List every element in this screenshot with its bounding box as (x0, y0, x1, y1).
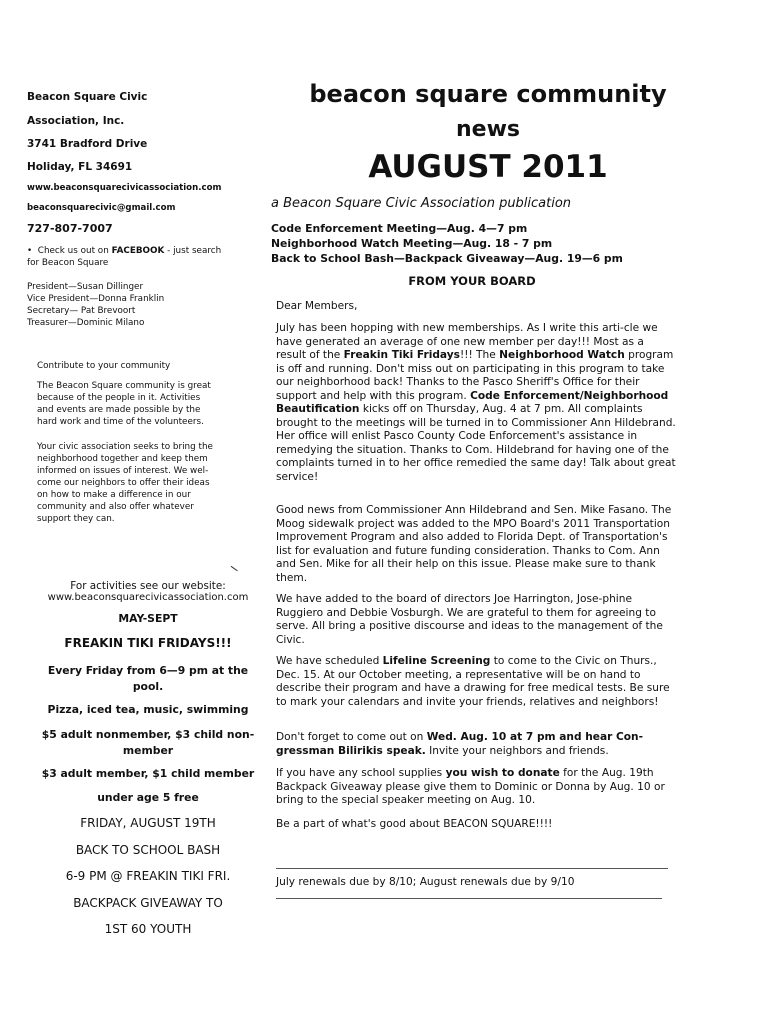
meeting-back-to-school: Back to School Bash—Backpack Giveaway—Aug. 19—6 pm (271, 252, 623, 265)
p1-text: July has been hopping with new memberships. As I write this arti-cle we have generated an average of one new member per day!!! Most as a result of the (276, 322, 658, 361)
org-city: Holiday, FL 34691 (27, 161, 133, 173)
p1-code-enforcement: Code Enforcement/Neighborhood Beautification (276, 389, 669, 415)
p6-text: If you have any school supplies (276, 767, 446, 779)
tiki-schedule-line-2: pool. (132, 680, 164, 693)
contribute-p2-line: community and also offer whatever (37, 502, 194, 512)
board-paragraph-3: We have added to the board of directors Joe Harrington, Jose-phine Ruggiero and Debbie Vosburgh. We are grateful to them for agreeing to serve. All bring a positive discourse and ideas to the management of the Civic. (276, 593, 663, 646)
facebook-note: • Check us out on FACEBOOK - just search for Beacon Square (27, 245, 262, 269)
contribute-p2-line: neighborhood together and keep them (37, 454, 208, 464)
facebook-pre: Check us out on (37, 246, 112, 256)
p4-text: to come to the Civic on Thurs., Dec. 15. At our October meeting, a representative will be on hand to describe their program and have a drawing for free medical tests. Be sure to mark your calendars and invite your friends, relatives and neighbors! (276, 655, 670, 708)
contribute-paragraph-1 (37, 380, 269, 428)
event-line-youth: 1ST 60 YOUTH (104, 922, 192, 936)
p4-lifeline: Lifeline Screening (382, 655, 491, 667)
price-nonmember (30, 727, 266, 759)
board-paragraph-5 (276, 731, 676, 758)
newsletter-title-line-1: beacon square community (309, 80, 667, 108)
tiki-food: Pizza, iced tea, music, swimming (47, 703, 249, 716)
meeting-code-enforcement: Code Enforcement Meeting—Aug. 4—7 pm (271, 222, 528, 235)
contribute-p1-line: hard work and time of the volunteers. (37, 417, 204, 427)
newsletter-issue: AUGUST 2011 (368, 149, 608, 185)
p1-text: !!! The (459, 349, 500, 361)
org-address: 3741 Bradford Drive (27, 138, 148, 150)
org-name-line-2: Association, Inc. (27, 115, 125, 127)
contribute-p2-line: informed on issues of interest. We wel- (37, 466, 209, 476)
officers-list (27, 281, 262, 329)
price-nonmember-line-2: member (122, 744, 174, 757)
renewals-bottom-rule (276, 898, 662, 899)
org-name-line-1: Beacon Square Civic (27, 91, 148, 103)
p1-text: kicks off on Thursday, Aug. 4 at 7 pm. All complaints brought to the meetings will be turned in to Commissioner Ann Hildebrand. Her office will enlist Pasco County Code Enforcement's assistance in remedying the situation. Thanks to Com. Hildebrand for having one of the complaints turned in to her office remedied the same day! Talk about great service! (276, 403, 676, 483)
facebook-link[interactable]: FACEBOOK (111, 246, 165, 256)
contribute-p1-line: because of the people in it. Activities (37, 393, 201, 403)
p6-text: for the Aug. 19th Backpack Giveaway please give them to Dominic or Donna by Aug. 10 or bring to the special speaker meeting on Aug. 10. (276, 767, 665, 806)
contribute-p2-line: support they can. (37, 514, 115, 524)
contribute-p1-line: and events are made possible by the (37, 405, 201, 415)
p5-congressman: Wed. Aug. 10 at 7 pm and hear Con-gressman Bilirikis speak. (276, 731, 644, 757)
board-paragraph-1 (276, 322, 676, 484)
board-paragraph-2: Good news from Commissioner Ann Hildebrand and Sen. Mike Fasano. The Moog sidewalk project was added to the MPO Board's 2011 Transportation Improvement Program and also added to Florida Dept. of Transportation's list for evaluation and future funding consideration. Thanks to Com. Ann and Sen. Mike for all their help on this issue. Please make sure to thank them. (276, 504, 672, 584)
activities-url[interactable]: www.beaconsquarecivicassociation.com (47, 592, 249, 603)
contribute-p2-line: on how to make a difference in our (37, 490, 191, 500)
price-free: under age 5 free (97, 791, 199, 804)
renewals-note: July renewals due by 8/10; August renewals due by 9/10 (276, 876, 575, 888)
tiki-title: FREAKIN TIKI FRIDAYS!!! (64, 636, 232, 650)
event-line-giveaway: BACKPACK GIVEAWAY TO (73, 896, 223, 910)
p1-text: program is off and running. Don't miss out on participating in this program to take our neighborhood back! Thanks to the Pasco Sheriff's Office for their support and help with this program. (276, 349, 674, 402)
meeting-neighborhood-watch: Neighborhood Watch Meeting—Aug. 18 - 7 pm (271, 237, 553, 250)
officer-treasurer: Treasurer—Dominic Milano (27, 318, 145, 328)
newsletter-subtitle: a Beacon Square Civic Association publication (271, 196, 572, 211)
officer-vice-president: Vice President—Donna Franklin (27, 294, 165, 304)
contribute-p2-line: come our neighbors to offer their ideas (37, 478, 210, 488)
price-member: $3 adult member, $1 child member (41, 767, 255, 780)
stray-mark (230, 566, 238, 572)
p1-tiki: Freakin Tiki Fridays (343, 349, 460, 361)
contribute-p2-line: Your civic association seeks to bring the (37, 442, 213, 452)
board-salutation: Dear Members, (276, 300, 358, 312)
board-heading: FROM YOUR BOARD (408, 274, 536, 288)
officer-secretary: Secretary— Pat Brevoort (27, 306, 136, 316)
p5-text: Invite your neighbors and friends. (425, 744, 609, 757)
contribute-paragraph-2 (37, 441, 269, 525)
newsletter-title-line-2: news (455, 117, 520, 142)
p6-donate: you wish to donate (445, 767, 560, 779)
tiki-schedule-line-1: Every Friday from 6—9 pm at the (47, 664, 249, 677)
renewals-top-rule (276, 868, 668, 869)
contribute-heading: Contribute to your community (37, 361, 171, 371)
board-paragraph-7: Be a part of what's good about BEACON SQUARE!!!! (276, 818, 553, 830)
p4-text: We have scheduled (276, 655, 383, 667)
facebook-line-2: for Beacon Square (27, 258, 109, 268)
event-line-bash: BACK TO SCHOOL BASH (75, 843, 221, 857)
org-website[interactable]: www.beaconsquarecivicassociation.com (27, 183, 222, 193)
org-email[interactable]: beaconsquarecivic@gmail.com (27, 203, 176, 213)
p5-text: Don't forget to come out on (276, 731, 427, 743)
tiki-schedule (30, 663, 266, 695)
price-nonmember-line-1: $5 adult nonmember, $3 child non- (41, 728, 255, 741)
org-phone: 727-807-7007 (27, 222, 113, 235)
contribute-p1-line: The Beacon Square community is great (37, 381, 211, 391)
activities-label: For activities see our website: (70, 580, 226, 592)
facebook-post: - just search (164, 246, 222, 256)
season-label: MAY-SEPT (118, 612, 178, 625)
board-paragraph-4 (276, 655, 676, 709)
board-paragraph-6 (276, 767, 676, 808)
event-line-time: 6-9 PM @ FREAKIN TIKI FRI. (65, 869, 231, 883)
officer-president: President—Susan Dillinger (27, 282, 144, 292)
event-line-date: FRIDAY, AUGUST 19TH (80, 816, 216, 830)
p1-watch: Neighborhood Watch (499, 349, 625, 361)
